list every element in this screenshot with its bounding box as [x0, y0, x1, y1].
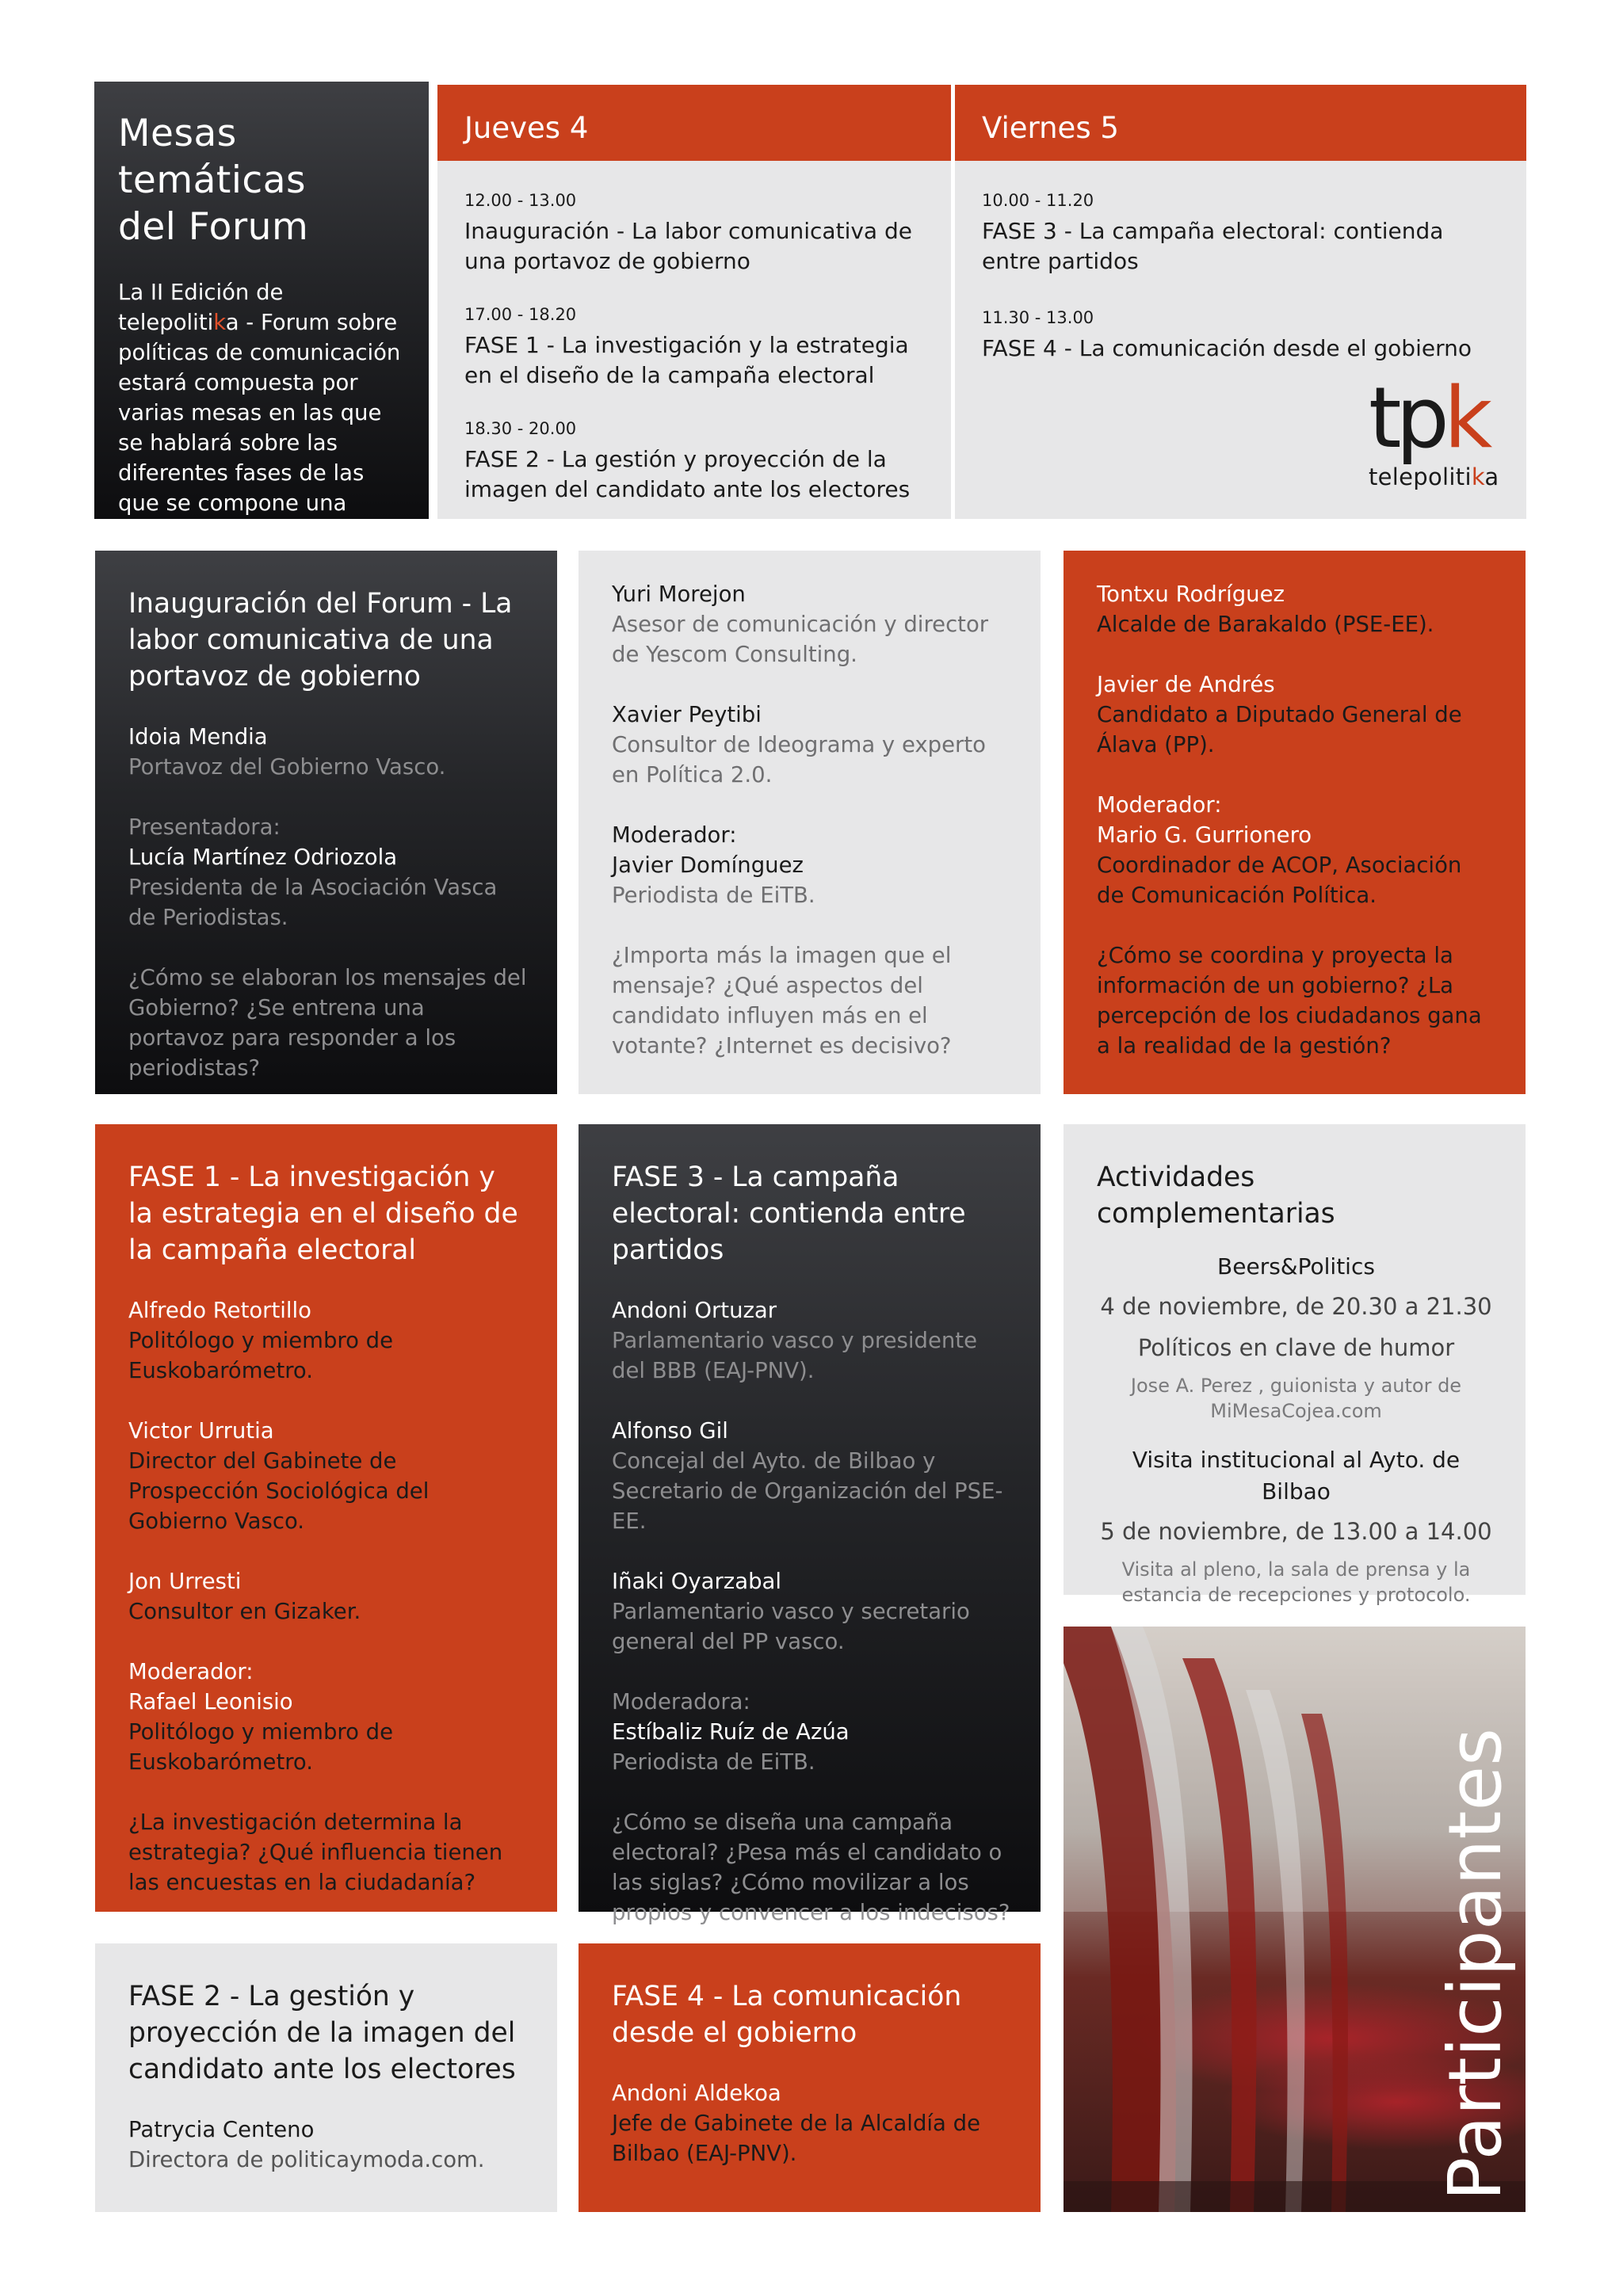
participant: Tontxu Rodríguez Alcalde de Barakaldo (PSE-EE).	[1097, 582, 1434, 637]
schedule-item: 17.00 - 18.20 FASE 1 - La investigación y la estrategia en el diseño de la campaña electoral	[464, 305, 909, 388]
thursday-schedule	[437, 161, 951, 519]
inauguration-card	[95, 551, 557, 1094]
card-title: FASE 2 - La gestión y proyección de la imagen del candidato ante los electores	[128, 1981, 516, 2085]
intro-description: La II Edición de telepolitika - Forum sobre políticas de comunicación estará compuesta por varias mesas en las que se hablará sobre las diferentes fases de las que se compone una campaña electoral	[118, 280, 401, 546]
card-title: FASE 4 - La comunicación desde el gobierno	[612, 1981, 962, 2049]
participant: Jon Urresti Consultor en Gizaker.	[128, 1569, 361, 1624]
logo-name: telepolitika	[1369, 463, 1499, 490]
card-title: FASE 1 - La investigación y la estrategia en el diseño de la campaña electoral	[128, 1161, 518, 1266]
participants-photo-panel	[1064, 1627, 1526, 2212]
participant: Alfonso Gil Concejal del Ayto. de Bilbao y Secretario de Organización del PSE-EE.	[612, 1418, 1003, 1534]
participant: Javier de Andrés Candidato a Diputado General de Álava (PP).	[1097, 672, 1462, 757]
participants-vertical-title: Participantes	[1433, 1727, 1518, 2201]
participant: Iñaki Oyarzabal Parlamentario vasco y secretario general del PP vasco.	[612, 1569, 970, 1654]
activities-card	[1064, 1124, 1526, 1606]
intro-panel	[94, 82, 429, 546]
activity-beers-politics: Beers&Politics 4 de noviembre, de 20.30 a 21.30 Políticos en clave de humor Jose A. Perez , guionista y autor de MiMesaCojea.com	[1100, 1253, 1492, 1422]
schedule-item: 10.00 - 11.20 FASE 3 - La campaña electoral: contienda entre partidos	[982, 191, 1444, 274]
participant: Yuri Morejon Asesor de comunicación y director de Yescom Consulting.	[612, 582, 989, 667]
participant: Patrycia Centeno Directora de politicaymoda.com.	[128, 2117, 485, 2172]
card-title: Inauguración del Forum - La labor comunicativa de una portavoz de gobierno	[128, 588, 513, 692]
card-title: FASE 3 - La campaña electoral: contienda entre partidos	[612, 1161, 966, 1266]
card-question: ¿Importa más la imagen que el mensaje? ¿Qué aspectos del candidato influyen más en el votante? ¿Internet es decisivo?	[612, 943, 952, 1058]
schedule-item: 11.30 - 13.00 FASE 4 - La comunicación desde el gobierno	[982, 308, 1472, 361]
fase3-card	[579, 1124, 1041, 1925]
schedule-item: 12.00 - 13.00 Inauguración - La labor comunicativa de una portavoz de gobierno	[464, 191, 912, 274]
participant: Victor Urrutia Director del Gabinete de Prospección Sociológica del Gobierno Vasco.	[128, 1418, 430, 1534]
page-title: Mesas temáticas del Forum	[118, 112, 309, 249]
moderator: Moderador: Javier Domínguez Periodista de EiTB.	[612, 822, 815, 908]
tpk-mark: tpk	[1369, 369, 1487, 467]
participant: Andoni Aldekoa Jefe de Gabinete de la Alcaldía de Bilbao (EAJ-PNV).	[612, 2081, 981, 2166]
card-question: ¿Cómo se coordina y proyecta la información de un gobierno? ¿La percepción de los ciudadanos gana a la realidad de la gestión?	[1097, 943, 1482, 1058]
card-title: Actividades complementarias	[1097, 1161, 1335, 1230]
presenter: Presentadora: Lucía Martínez Odriozola Presidenta de la Asociación Vasca de Periodistas.	[128, 814, 498, 930]
moderator: Moderador: Rafael Leonisio Politólogo y miembro de Euskobarómetro.	[128, 1659, 394, 1775]
moderator: Moderadora: Estíbaliz Ruíz de Azúa Periodista de EiTB.	[612, 1689, 850, 1775]
participant: Andoni Ortuzar Parlamentario vasco y presidente del BBB (EAJ-PNV).	[612, 1298, 977, 1383]
participant: Idoia Mendia Portavoz del Gobierno Vasco.	[128, 724, 446, 780]
thursday-header: Jueves 4	[437, 85, 951, 161]
card-question: ¿Cómo se diseña una campaña electoral? ¿Pesa más el candidato o las siglas? ¿Cómo movilizar a los propios y convencer a los indecisos?	[612, 1810, 1010, 1925]
schedule-item: 18.30 - 20.00 FASE 2 - La gestión y proyección de la imagen del candidato ante los electores	[464, 419, 911, 502]
moderator: Moderador: Mario G. Gurrionero Coordinador de ACOP, Asociación de Comunicación Política.	[1097, 792, 1462, 908]
fase2-participants-card	[579, 551, 1041, 1094]
fase2-card	[95, 1943, 557, 2212]
participant: Alfredo Retortillo Politólogo y miembro de Euskobarómetro.	[128, 1298, 394, 1383]
fase1-card	[95, 1124, 557, 1912]
fase4-participants-card	[1064, 551, 1526, 1094]
fase4-card	[579, 1943, 1041, 2212]
card-question: ¿La investigación determina la estrategia? ¿Qué influencia tienen las encuestas en la ciudadanía?	[128, 1810, 503, 1895]
card-question: ¿Cómo se elaboran los mensajes del Gobierno? ¿Se entrena una portavoz para responder a los periodistas?	[128, 965, 527, 1081]
activity-visit: Visita institucional al Ayto. de Bilbao 5 de noviembre, de 13.00 a 14.00 Visita al pleno, la sala de prensa y la estancia de recepciones y protocolo.	[1100, 1447, 1492, 1606]
participant: Xavier Peytibi Consultor de Ideograma y experto en Política 2.0.	[612, 702, 986, 788]
friday-header: Viernes 5	[955, 85, 1526, 161]
telepolitika-logo	[1369, 369, 1503, 503]
